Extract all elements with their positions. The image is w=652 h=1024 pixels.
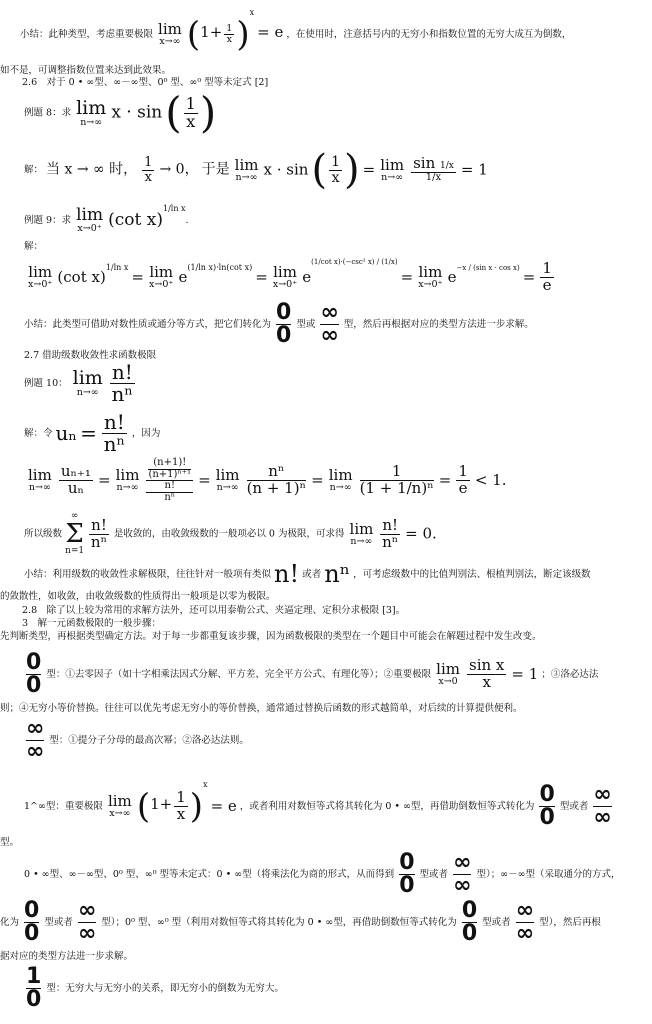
limit-operator: lim x→0⁺ [28,263,53,291]
infinity-fraction: ∞ ∞ [320,300,339,348]
e-exponent-3: −x / (sin x · cos x) [456,264,520,272]
zero-fraction: $\frac{0}{0}$ [461,898,478,946]
equals-e: = e [210,797,237,815]
compound-fraction: (n+1)! (n+1)ⁿ⁺¹ n! nⁿ [148,457,192,503]
bracket-close: ) [189,786,204,827]
type-zero-text: 型：①去零因子（如十字相乘法因式分解、平方差、完全平方公式、有理化等）；②重要极限 [46,669,432,680]
equals-one: = 1 [511,665,539,683]
type-mixed-forms [24,852,621,897]
power-fraction: $\frac{\text{nⁿ}}{\text{(n + 1)ⁿ}}$ [246,462,307,497]
limit-operator: lim n→∞ [115,466,140,494]
type-mixed-or: 型或者 [44,917,73,928]
equals: = [522,268,536,286]
example-9 [24,202,189,234]
type-one-over-zero [24,966,284,1011]
solution-8-text-1: 当 x → ∞ 时， [46,161,138,178]
summation-symbol: ∞ Σ n=1 [65,511,85,556]
type-mixed-prefix: 0 • ∞型、∞－∞型、0⁰ 型、∞⁰ 型等未定式：0 • ∞型（将乘法化为商的形式，从而得到 [24,869,395,880]
summary-line-2: 如不是，可调整指数位置来达到此效果。 [0,65,172,76]
type-zero-suffix: ；③洛必达法 [541,669,599,680]
limit-operator: lim n→∞ [234,155,259,183]
limit-operator: lim x→∞ [158,20,182,48]
infinity-fraction: ∞ ∞ [77,898,97,946]
example-10 [24,362,137,405]
limit-operator: lim x→0⁺ [76,205,104,235]
one-over-x-fraction: $\frac{1}{x}$ [185,93,196,131]
summary-prefix: 小结：此种类型，考虑重要极限 [20,29,154,40]
example-10-label: 例题 10： [24,378,68,389]
summary-series [24,560,591,588]
series-mid: 是收敛的，由收敛级数的一般项必以 0 为极限，可求得 [113,528,345,540]
example-8-label: 例题 8：求 [24,107,72,119]
type-one-power-inf [24,778,614,829]
type-mixed-suffix: 型）；∞－∞型（采取通分的方式， [476,869,621,880]
bracket-open: ( [311,147,328,193]
limit-operator: lim x→0⁺ [418,263,443,291]
equals: = [198,471,211,489]
limit-operator: lim n→∞ [349,519,374,547]
type-one-line-2: 型。 [0,837,20,848]
e-exponent-2: (1/cot x)·(−csc² x) / (1/x) [311,258,398,266]
section-2-8: 2.8 除了以上较为常用的求解方法外，还可以用泰勒公式、夹逼定理、定积分求极限 [3]。 [22,605,406,616]
summary-suffix: 型，然后再根据对应的类型方法进一步求解。 [343,319,534,330]
period: . [185,215,189,226]
one-over-e: $\frac{1}{e}$ [542,259,552,294]
type-mixed-or: 型或者 [482,917,511,928]
type-one-over-zero-text: 型：无穷大与无穷小的关系，即无穷小的倒数为无穷大。 [46,983,284,994]
limit-operator: lim x→0⁺ [149,263,174,291]
type-mixed-mid: 型）；0⁰ 型、∞⁰ 型（利用对数恒等式将其转化为 0 • ∞型，再借助倒数恒等式转化为 [101,917,457,928]
section-2-7: 2.7 借助级数收敛性求函数极限 [24,350,157,361]
limit-operator: lim n→∞ [72,367,103,399]
equals: = [131,268,144,286]
example-9-label: 例题 9：求 [24,215,72,226]
limit-operator: lim n→∞ [380,155,405,183]
infinity-fraction: ∞ ∞ [515,898,535,946]
e-base: e [178,268,188,286]
factorial-fraction: $\frac{n!}{\text{nⁿ}}$ [382,515,399,551]
solution-10-label: 解：令 [24,428,53,439]
bracket-open: ( [165,88,182,137]
reciprocal-fraction: $\frac{1}{\text{(1 + 1/n)ⁿ}}$ [359,462,434,497]
sin-fraction: $\frac{\sin 1/x}{1/x}$ [413,154,454,184]
summary-prefix: 小结：利用级数的收敛性求解极限，往往针对一般项有类似 [24,569,272,580]
limit-operator: lim n→∞ [28,466,52,494]
equals: = [80,421,97,445]
sinx-over-x: $\frac{\text{sin x}}{x}$ [469,656,505,691]
ratio-un: $\frac{\text{uₙ₊₁}}{\text{uₙ}}$ [60,462,91,497]
limit-operator: lim n→∞ [76,96,107,128]
equals: = [255,268,268,286]
bracket-close: ) [236,14,250,55]
e-base: e [302,268,312,286]
solution-9-chain [26,256,556,294]
exponent-x: x [203,780,208,789]
summary-suffix: ，可考虑级数中的比值判别法、根植判别法，断定该级数 [353,569,591,580]
sin-text: sin [413,154,436,173]
equals: = [400,268,414,286]
type-inf-over-inf [24,718,249,763]
cot-power: (cot x) [57,268,106,286]
one-plus: 1+ [150,795,173,813]
zero-fraction: $\frac{0}{0}$ [276,300,292,348]
solution-8-text-2: → 0， [159,161,199,178]
limit-operator: lim n→∞ [328,466,353,494]
factorial-fraction: $\frac{n!}{\text{nⁿ}}$ [103,410,126,456]
type-mixed-suffix: 型），然后再根 [539,917,601,928]
solution-8-text-3: 于是 [201,161,230,178]
summary-series-2: 的敛散性，如收敛，由收敛级数的性质得出一般项是以零为极限。 [0,591,276,602]
series-conclusion [24,512,437,556]
infinity-fraction: ∞ ∞ [453,850,472,898]
type-mixed-prefix: 化为 [0,917,20,928]
limit-operator: lim x→0⁺ [272,263,298,291]
solution-10 [24,412,160,455]
type-mixed-or: 型或者 [419,869,449,880]
equals: = [362,160,376,179]
e-exponent-1: (1/ln x)·ln(cot x) [187,263,253,272]
type-mixed-forms-3: 据对应的类型方法进一步求解。 [0,951,134,962]
result: = 1 [460,160,488,179]
section-3-para: 先判断类型，再根据类型确定方法。对于每一步都重复该步骤，因为函数极限的类型在一个题目中可能会在解题过程中发生改变。 [0,631,542,642]
zero-fraction: $\frac{0}{0}$ [399,850,415,898]
infinity-fraction: ∞ ∞ [26,716,45,764]
zero-fraction: $\frac{0}{0}$ [24,898,40,946]
un-symbol: uₙ [55,421,78,445]
bracket-open: ( [136,786,151,827]
factorial-fraction: $\frac{n!}{\text{nⁿ}}$ [111,360,134,406]
solution-9-label: 解： [24,241,44,252]
type-mixed-forms-2 [0,900,601,945]
factorial-fraction: $\frac{n!}{\text{nⁿ}}$ [90,515,108,551]
example-9-exponent: 1/ln x [162,204,186,213]
e-base: e [447,268,457,286]
summary-mid: 或者 [302,569,322,580]
equals: = [438,471,452,489]
solution-8-expr: x · sin [263,160,309,179]
equals-zero: = 0. [405,524,437,543]
bracket-open: ( [186,14,201,55]
type-one-mid: ，或者利用对数恒等式将其转化为 0 • ∞型，再借助倒数恒等式转化为 [239,801,535,812]
equals-e: = e [257,23,284,41]
type-inf-text: 型：①提分子分母的最高次幂；②洛必达法则。 [49,735,249,746]
series-prefix: 所以级数 [24,528,63,540]
one-over-zero-fraction: $\frac{1}{0}$ [26,964,42,1012]
one-over-x-fraction: $\frac{1}{x}$ [144,154,153,185]
one-over-x-fraction: $\frac{1}{x}$ [176,788,186,823]
example-8 [24,88,217,137]
summary-zero-over-zero [0,302,534,347]
summary-mid: 型或 [296,319,316,330]
one-over-x-fraction: $\frac{1}{x}$ [331,153,340,186]
limit-operator: lim x→∞ [107,792,132,820]
n-power-n-big: nⁿ [324,560,351,588]
bracket-close: ) [343,147,360,193]
solution-8-label: 解： [24,164,44,176]
section-3-heading: 3 解一元函数极限的一般步骤： [22,618,162,629]
type-one-or: 型或者 [559,801,589,812]
summary-prefix: 小结：此类型可借助对数性质或通分等方式，把它们转化为 [24,319,272,330]
summary-line-1 [0,6,572,55]
type-one-prefix: 1^∞型：重要极限 [24,801,103,812]
equals: = [311,471,324,489]
type-zero-over-zero [24,652,598,697]
limit-operator: lim n→∞ [215,466,240,494]
solution-8 [24,147,488,193]
solution-10-suffix: ，因为 [131,428,161,439]
example-8-expr: x · sin [111,102,163,123]
zero-fraction: $\frac{0}{0}$ [26,650,42,698]
n-factorial-big: n! [274,560,300,588]
example-9-expr: (cot x) [108,210,163,230]
ratio-test-chain [26,458,507,503]
infinity-fraction: ∞ ∞ [593,782,612,830]
exponent-x: x [249,8,255,17]
cot-exponent: 1/ln x [105,263,129,272]
less-than-one: < 1. [474,471,507,489]
bracket-close: ) [199,88,217,137]
type-zero-line-2: 则；④无穷小等价替换。往往可以优先考虑无穷小的等价替换，通常通过替换后函数的形式越简单，对后续的计算提供便利。 [0,703,523,714]
one-over-x-fraction: $\frac{1}{x}$ [226,23,233,45]
section-2-6: 2.6 对于 0 • ∞型、∞－∞型、0⁰ 型、∞⁰ 型等未定式 [2] [22,77,269,88]
limit-operator: lim x→0 [436,660,460,688]
summary-suffix: ，在使用时，注意括号内的无穷小和指数位置的无穷大成互为倒数， [286,29,572,40]
one-plus: 1+ [200,23,223,41]
equals: = [97,471,111,489]
zero-fraction: $\frac{0}{0}$ [539,782,555,830]
one-over-e: $\frac{1}{e}$ [458,462,468,497]
